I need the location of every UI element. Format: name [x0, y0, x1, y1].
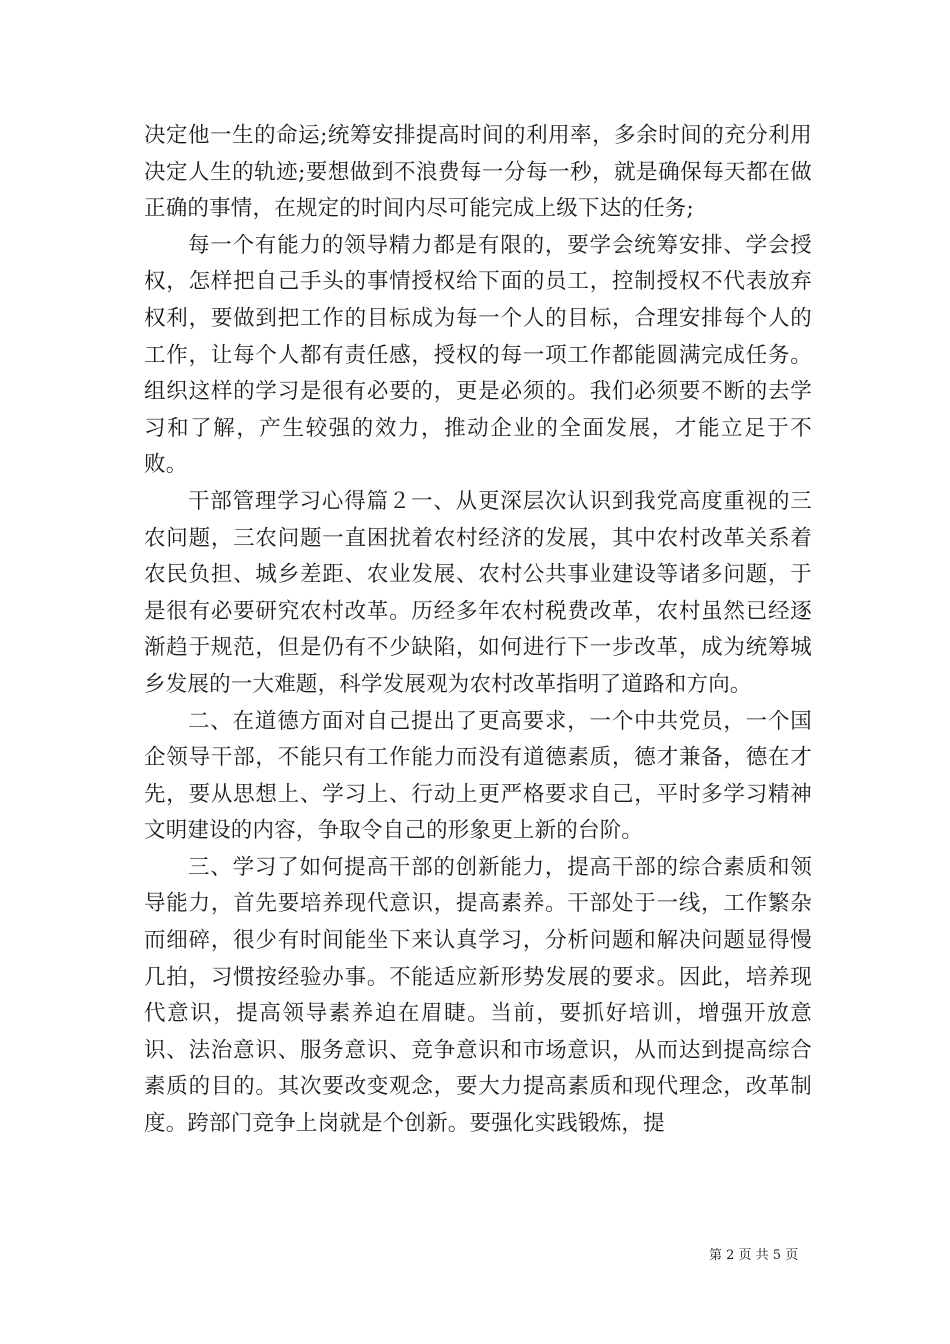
paragraph-continuation: 决定他一生的命运;统筹安排提高时间的利用率，多余时间的充分利用决定人生的轨迹;要想做到不浪费每一分每一秒，就是确保每天都在做正确的事情，在规定的时间内尽可能完成上级下达的任务; — [144, 123, 812, 222]
page-number-footer: 第 2 页 共 5 页 — [709, 1248, 799, 1263]
document-body — [144, 118, 812, 1143]
paragraph-rural-reform: 干部管理学习心得篇２一、从更深层次认识到我党高度重视的三农问题，三农问题一直困扰着农村经济的发展，其中农村改革关系着农民负担、城乡差距、农业发展、农村公共事业建设等诸多问题，于是很有必要研究农村改革。历经多年农村税费改革，农村虽然已经逐渐趋于规范，但是仍有不少缺陷，如何进行下一步改革，成为统筹城乡发展的一大难题，科学发展观为农村改革指明了道路和方向。 — [144, 488, 812, 697]
paragraph-delegation: 每一个有能力的领导精力都是有限的，要学会统筹安排、学会授权，怎样把自己手头的事情授权给下面的员工，控制授权不代表放弃权利，要做到把工作的目标成为每一个人的目标，合理安排每个人的工作，让每个人都有责任感，授权的每一项工作都能圆满完成任务。组织这样的学习是很有必要的，更是必须的。我们必须要不断的去学习和了解，产生较强的效力，推动企业的全面发展，才能立足于不败。 — [144, 232, 812, 478]
paragraph-innovation: 三、学习了如何提高干部的创新能力，提高干部的综合素质和领导能力，首先要培养现代意识，提高素养。干部处于一线，工作繁杂而细碎，很少有时间能坐下来认真学习，分析问题和解决问题显得慢几拍，习惯按经验办事。不能适应新形势发展的要求。因此，培养现代意识，提高领导素养迫在眉睫。当前，要抓好培训，增强开放意识、法治意识、服务意识、竞争意识和市场意识，从而达到提高综合素质的目的。其次要改变观念，要大力提高素质和现代理念，改革制度。跨部门竞争上岗就是个创新。要强化实践锻炼，提 — [144, 854, 812, 1137]
paragraph-morality: 二、在道德方面对自己提出了更高要求，一个中共党员，一个国企领导干部，不能只有工作能力而没有道德素质，德才兼备，德在才先，要从思想上、学习上、行动上更严格要求自己，平时多学习精神文明建设的内容，争取令自己的形象更上新的台阶。 — [144, 708, 812, 844]
